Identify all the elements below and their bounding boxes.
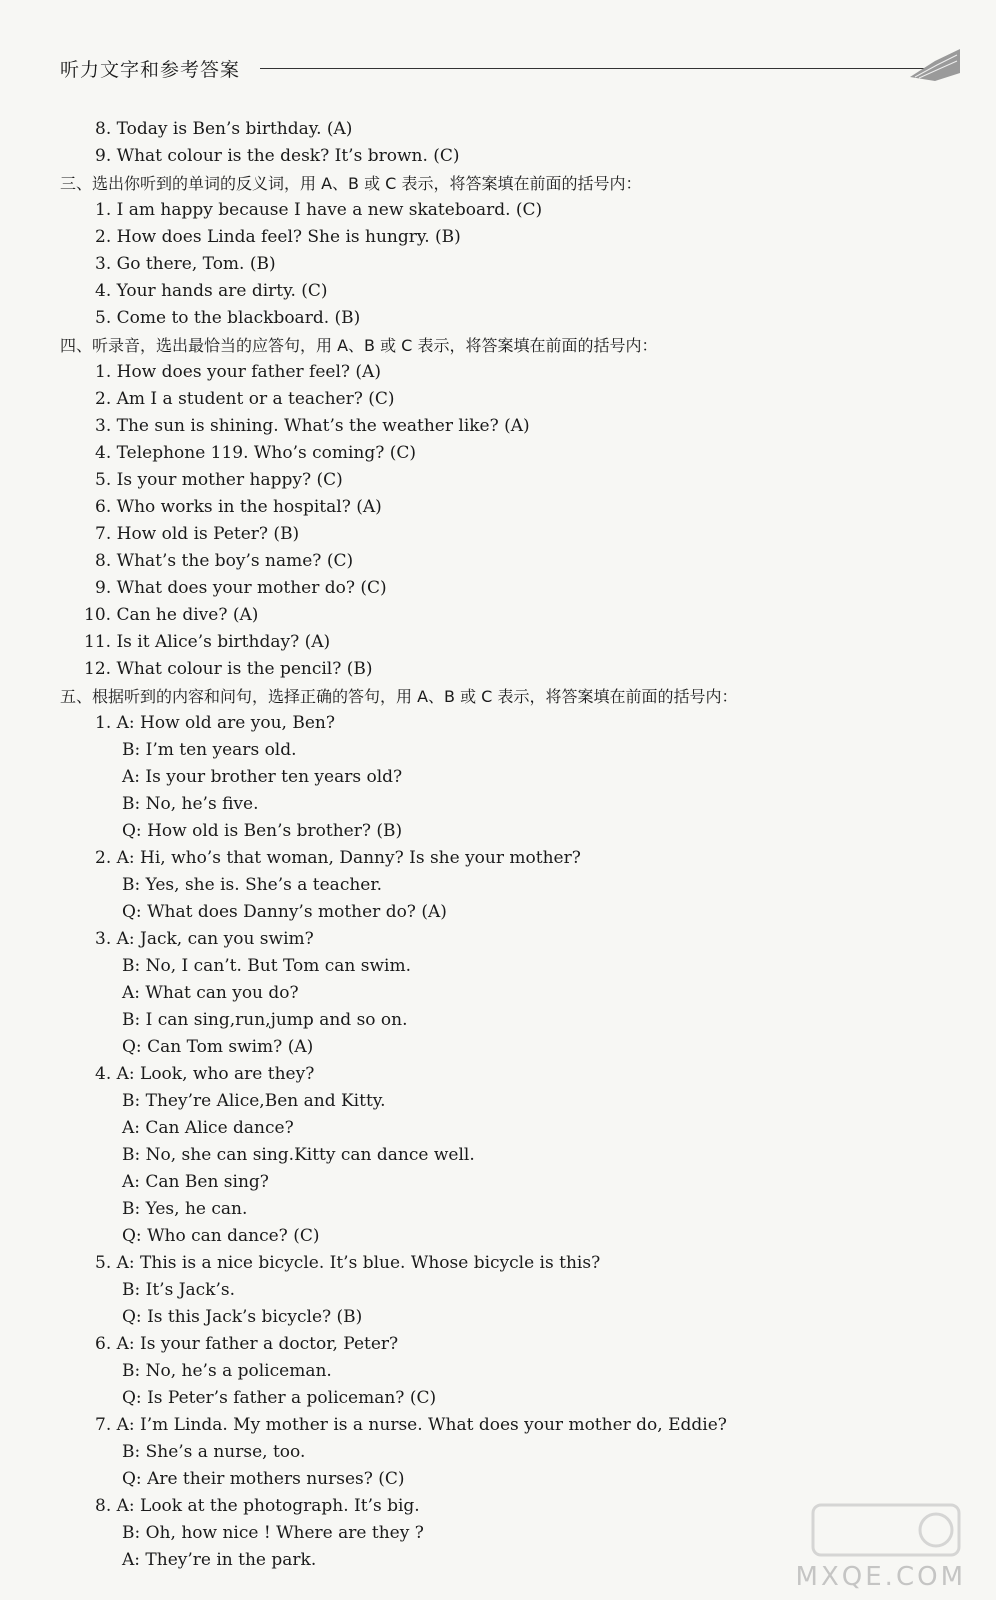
answer-line: B: She’s a nurse, too. — [122, 1442, 306, 1462]
answer-line: B: Yes, she is. She’s a teacher. — [122, 875, 383, 895]
answer-line: 11. Is it Alice’s birthday? (A) — [84, 632, 331, 652]
answer-list — [0, 116, 996, 1574]
answer-line: Q: Can Tom swim? (A) — [122, 1037, 314, 1057]
answer-line: Q: How old is Ben’s brother? (B) — [122, 821, 403, 841]
book-ornament-icon — [905, 43, 965, 83]
answer-line: B: No, I can’t. But Tom can swim. — [122, 956, 412, 976]
answer-line: B: Yes, he can. — [122, 1199, 248, 1219]
answer-line: 4. Telephone 119. Who’s coming? (C) — [95, 443, 417, 463]
section-heading: 三、选出你听到的单词的反义词，用 A、B 或 C 表示，将答案填在前面的括号内： — [60, 174, 642, 193]
answer-line: 1. I am happy because I have a new skateboard. (C) — [95, 200, 543, 220]
answer-line: 6. A: Is your father a doctor, Peter? — [95, 1334, 399, 1354]
page-header — [60, 55, 940, 85]
answer-line: A: Can Ben sing? — [122, 1172, 269, 1192]
answer-line: 7. How old is Peter? (B) — [95, 524, 300, 544]
answer-line: B: No, he’s a policeman. — [122, 1361, 332, 1381]
answer-line: 1. How does your father feel? (A) — [95, 362, 381, 382]
answer-line: 8. What’s the boy’s name? (C) — [95, 551, 354, 571]
answer-line: B: They’re Alice,Ben and Kitty. — [122, 1091, 386, 1111]
answer-line: B: It’s Jack’s. — [122, 1280, 236, 1300]
answer-line: Q: Are their mothers nurses? (C) — [122, 1469, 405, 1489]
answer-line: 3. A: Jack, can you swim? — [95, 929, 314, 949]
answer-line: 6. Who works in the hospital? (A) — [95, 497, 382, 517]
answer-line: Q: Who can dance? (C) — [122, 1226, 320, 1246]
answer-line: 7. A: I’m Linda. My mother is a nurse. What does your mother do, Eddie? — [95, 1415, 727, 1435]
watermark-logo-icon — [811, 1500, 961, 1560]
answer-line: 3. The sun is shining. What’s the weather like? (A) — [95, 416, 530, 436]
section-heading: 四、听录音，选出最恰当的应答句，用 A、B 或 C 表示，将答案填在前面的括号内： — [60, 336, 658, 355]
answer-line: 5. A: This is a nice bicycle. It’s blue. Whose bicycle is this? — [95, 1253, 601, 1273]
answer-line: Q: Is Peter’s father a policeman? (C) — [122, 1388, 437, 1408]
answer-line: 8. Today is Ben’s birthday. (A) — [95, 119, 353, 139]
answer-line: 2. Am I a student or a teacher? (C) — [95, 389, 395, 409]
answer-line: 8. A: Look at the photograph. It’s big. — [95, 1496, 420, 1516]
answer-line: B: No, he’s five. — [122, 794, 259, 814]
answer-line: A: They’re in the park. — [122, 1550, 317, 1570]
answer-line: 10. Can he dive? (A) — [84, 605, 259, 625]
answer-line: 5. Come to the blackboard. (B) — [95, 308, 361, 328]
answer-line: Q: Is this Jack’s bicycle? (B) — [122, 1307, 363, 1327]
answer-line: 5. Is your mother happy? (C) — [95, 470, 343, 490]
answer-line: 9. What colour is the desk? It’s brown. (C) — [95, 146, 460, 166]
answer-line: Q: What does Danny’s mother do? (A) — [122, 902, 447, 922]
answer-line: A: Can Alice dance? — [122, 1118, 294, 1138]
answer-line: B: I can sing,run,jump and so on. — [122, 1010, 408, 1030]
answer-line: B: I’m ten years old. — [122, 740, 297, 760]
answer-line: 4. Your hands are dirty. (C) — [95, 281, 328, 301]
answer-line: 2. A: Hi, who’s that woman, Danny? Is she your mother? — [95, 848, 581, 868]
answer-line: 3. Go there, Tom. (B) — [95, 254, 276, 274]
answer-line: 2. How does Linda feel? She is hungry. (B) — [95, 227, 461, 247]
page-title: 听力文字和参考答案 — [60, 59, 241, 81]
answer-line: A: Is your brother ten years old? — [122, 767, 403, 787]
answer-line: 1. A: How old are you, Ben? — [95, 713, 335, 733]
answer-line: 12. What colour is the pencil? (B) — [84, 659, 373, 679]
answer-line: 9. What does your mother do? (C) — [95, 578, 387, 598]
answer-line: B: Oh, how nice ! Where are they ? — [122, 1523, 424, 1543]
header-rule — [260, 68, 940, 69]
section-heading: 五、根据听到的内容和问句，选择正确的答句，用 A、B 或 C 表示，将答案填在前面的括号内： — [60, 687, 738, 706]
answer-line: A: What can you do? — [122, 983, 299, 1003]
watermark-text: MXQE.COM — [795, 1562, 966, 1592]
answer-line: B: No, she can sing.Kitty can dance well. — [122, 1145, 475, 1165]
answer-line: 4. A: Look, who are they? — [95, 1064, 315, 1084]
